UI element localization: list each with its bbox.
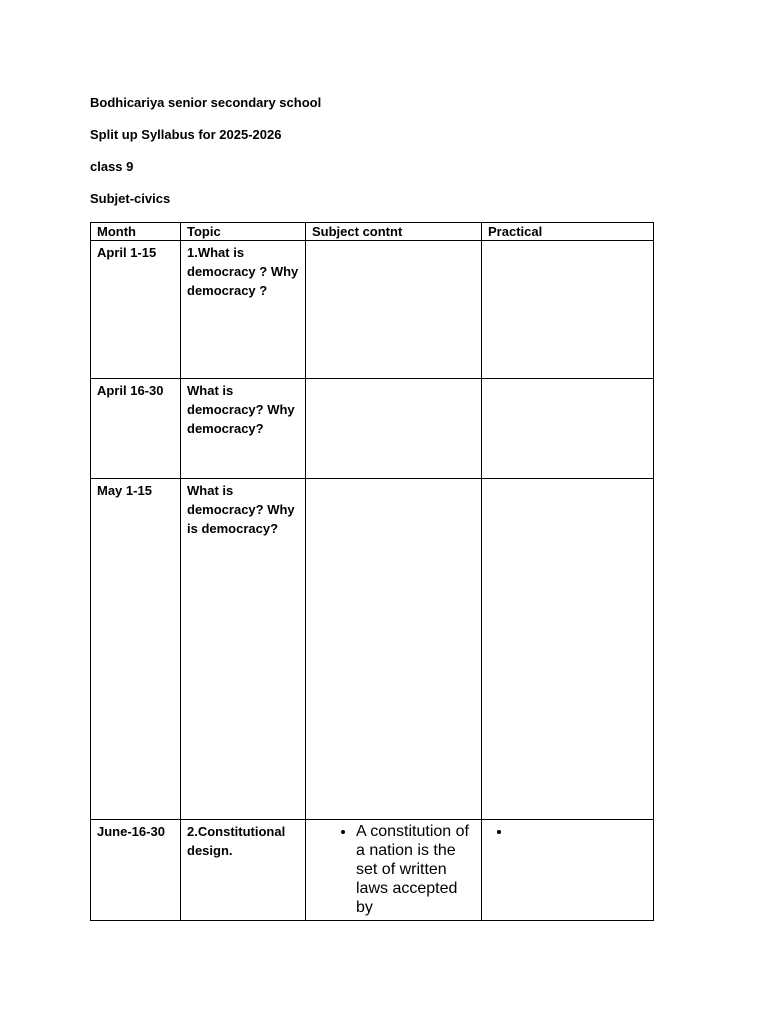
syllabus-title: Split up Syllabus for 2025-2026: [90, 127, 282, 142]
column-header-practical: Practical: [482, 223, 654, 241]
column-header-month: Month: [91, 223, 181, 241]
practical-bullet-item: [512, 822, 647, 841]
content-cell: [306, 479, 482, 820]
topic-cell: 2.Constitutional design.: [181, 820, 306, 921]
table-row: [91, 820, 654, 921]
content-cell: [306, 820, 482, 921]
topic-cell: What is democracy? Why is democracy?: [181, 479, 306, 820]
practical-cell: [482, 479, 654, 820]
subject-label: Subjet-civics: [90, 191, 171, 206]
month-cell: May 1-15: [91, 479, 181, 820]
topic-cell: 1.What is democracy ? Why democracy ?: [181, 241, 306, 379]
topic-cell: What is democracy? Why democracy?: [181, 379, 306, 479]
practical-cell: [482, 820, 654, 921]
school-name: Bodhicariya senior secondary school: [90, 95, 322, 110]
content-cell: [306, 379, 482, 479]
month-cell: April 16-30: [91, 379, 181, 479]
practical-bullet-list: [488, 822, 647, 841]
month-cell: June-16-30: [91, 820, 181, 921]
content-bullet-list: [312, 822, 475, 917]
table-row: [91, 479, 654, 820]
month-cell: April 1-15: [91, 241, 181, 379]
content-cell: [306, 241, 482, 379]
syllabus-table: [90, 222, 654, 921]
column-header-topic: Topic: [181, 223, 306, 241]
table-row: [91, 379, 654, 479]
practical-cell: [482, 241, 654, 379]
practical-cell: [482, 379, 654, 479]
column-header-content: Subject contnt: [306, 223, 482, 241]
table-row: [91, 241, 654, 379]
table-header-row: [91, 223, 654, 241]
content-bullet-item: • A constitution of a nation is the set of written laws accepted by: [356, 822, 475, 917]
class-label: class 9: [90, 159, 134, 174]
